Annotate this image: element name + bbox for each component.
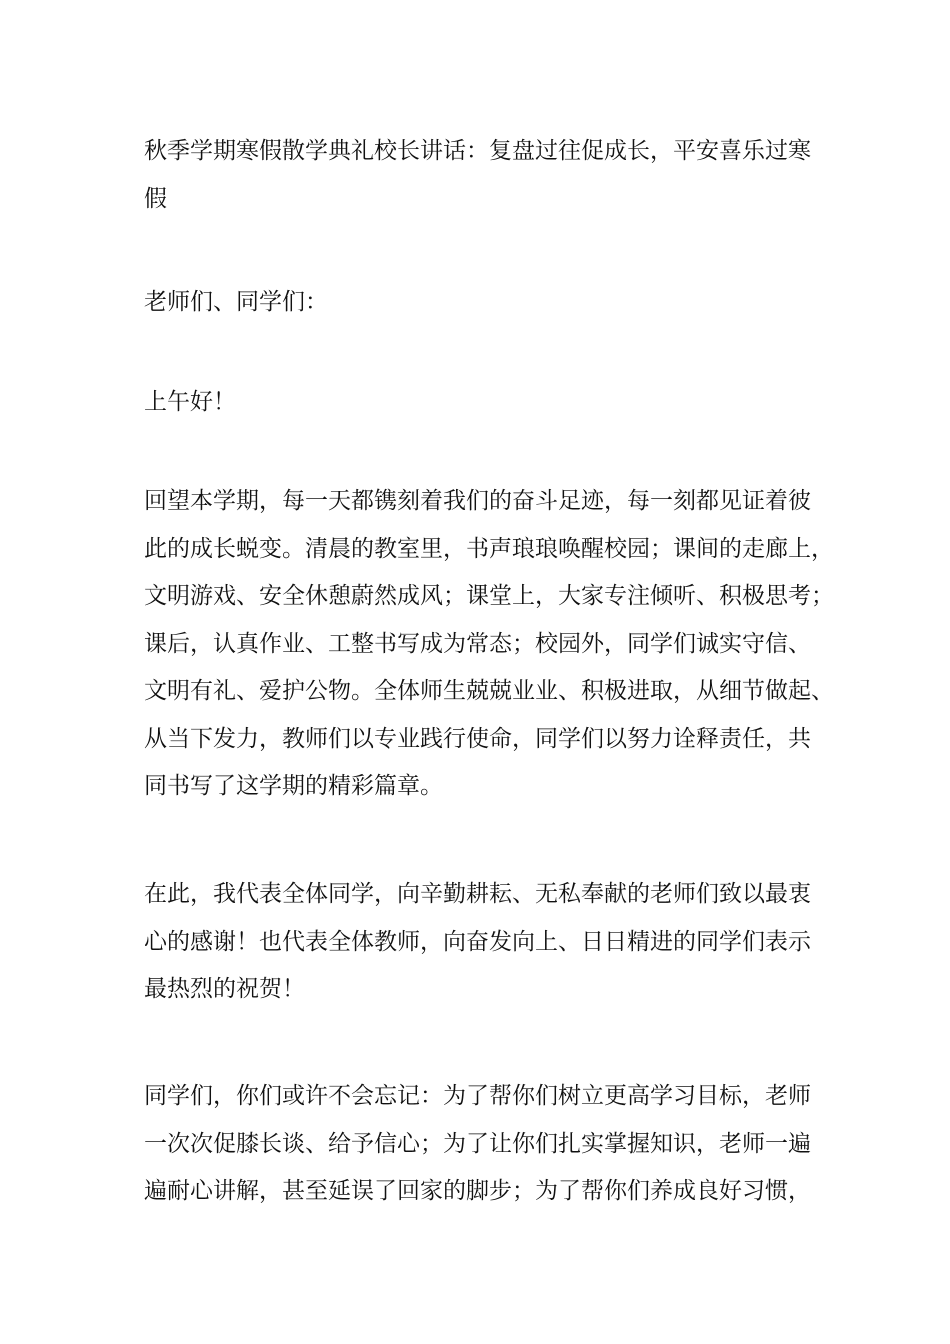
salutation: 老师们、同学们：: [144, 289, 328, 315]
paragraph-reflection: 回望本学期，每一天都镌刻着我们的奋斗足迹，每一刻都见证着彼 此的成长蜕变。清晨的教室里，书声琅琅唤醒校园；课间的走廊上， 文明游戏、安全休憩蔚然成风；课堂上，大家专注倾听、积极思考； 课后，认真作业、工整书写成为常态；校园外，同学们诚实守信、 文明有礼、爱护公物。全体师生兢兢业业、积极进取，从细节做起、 从当下发力，教师们以专业践行使命，同学们以努力诠释责任，共 同书写了这学期的精彩篇章。: [144, 488, 834, 799]
paragraph-thanks: 在此，我代表全体同学，向辛勤耕耘、无私奉献的老师们致以最衷 心的感谢！也代表全体教师，向奋发向上、日日精进的同学们表示 最热烈的祝贺！: [144, 881, 811, 1002]
document-title: 秋季学期寒假散学典礼校长讲话：复盘过往促成长，平安喜乐过寒 假: [144, 138, 811, 212]
paragraph-teachers: 同学们，你们或许不会忘记：为了帮你们树立更高学习目标，老师 一次次促膝长谈、给予信心；为了让你们扎实掌握知识，老师一遍 遍耐心讲解，甚至延误了回家的脚步；为了帮你们养成良好习惯，: [144, 1083, 811, 1204]
greeting: 上午好！: [144, 389, 236, 415]
